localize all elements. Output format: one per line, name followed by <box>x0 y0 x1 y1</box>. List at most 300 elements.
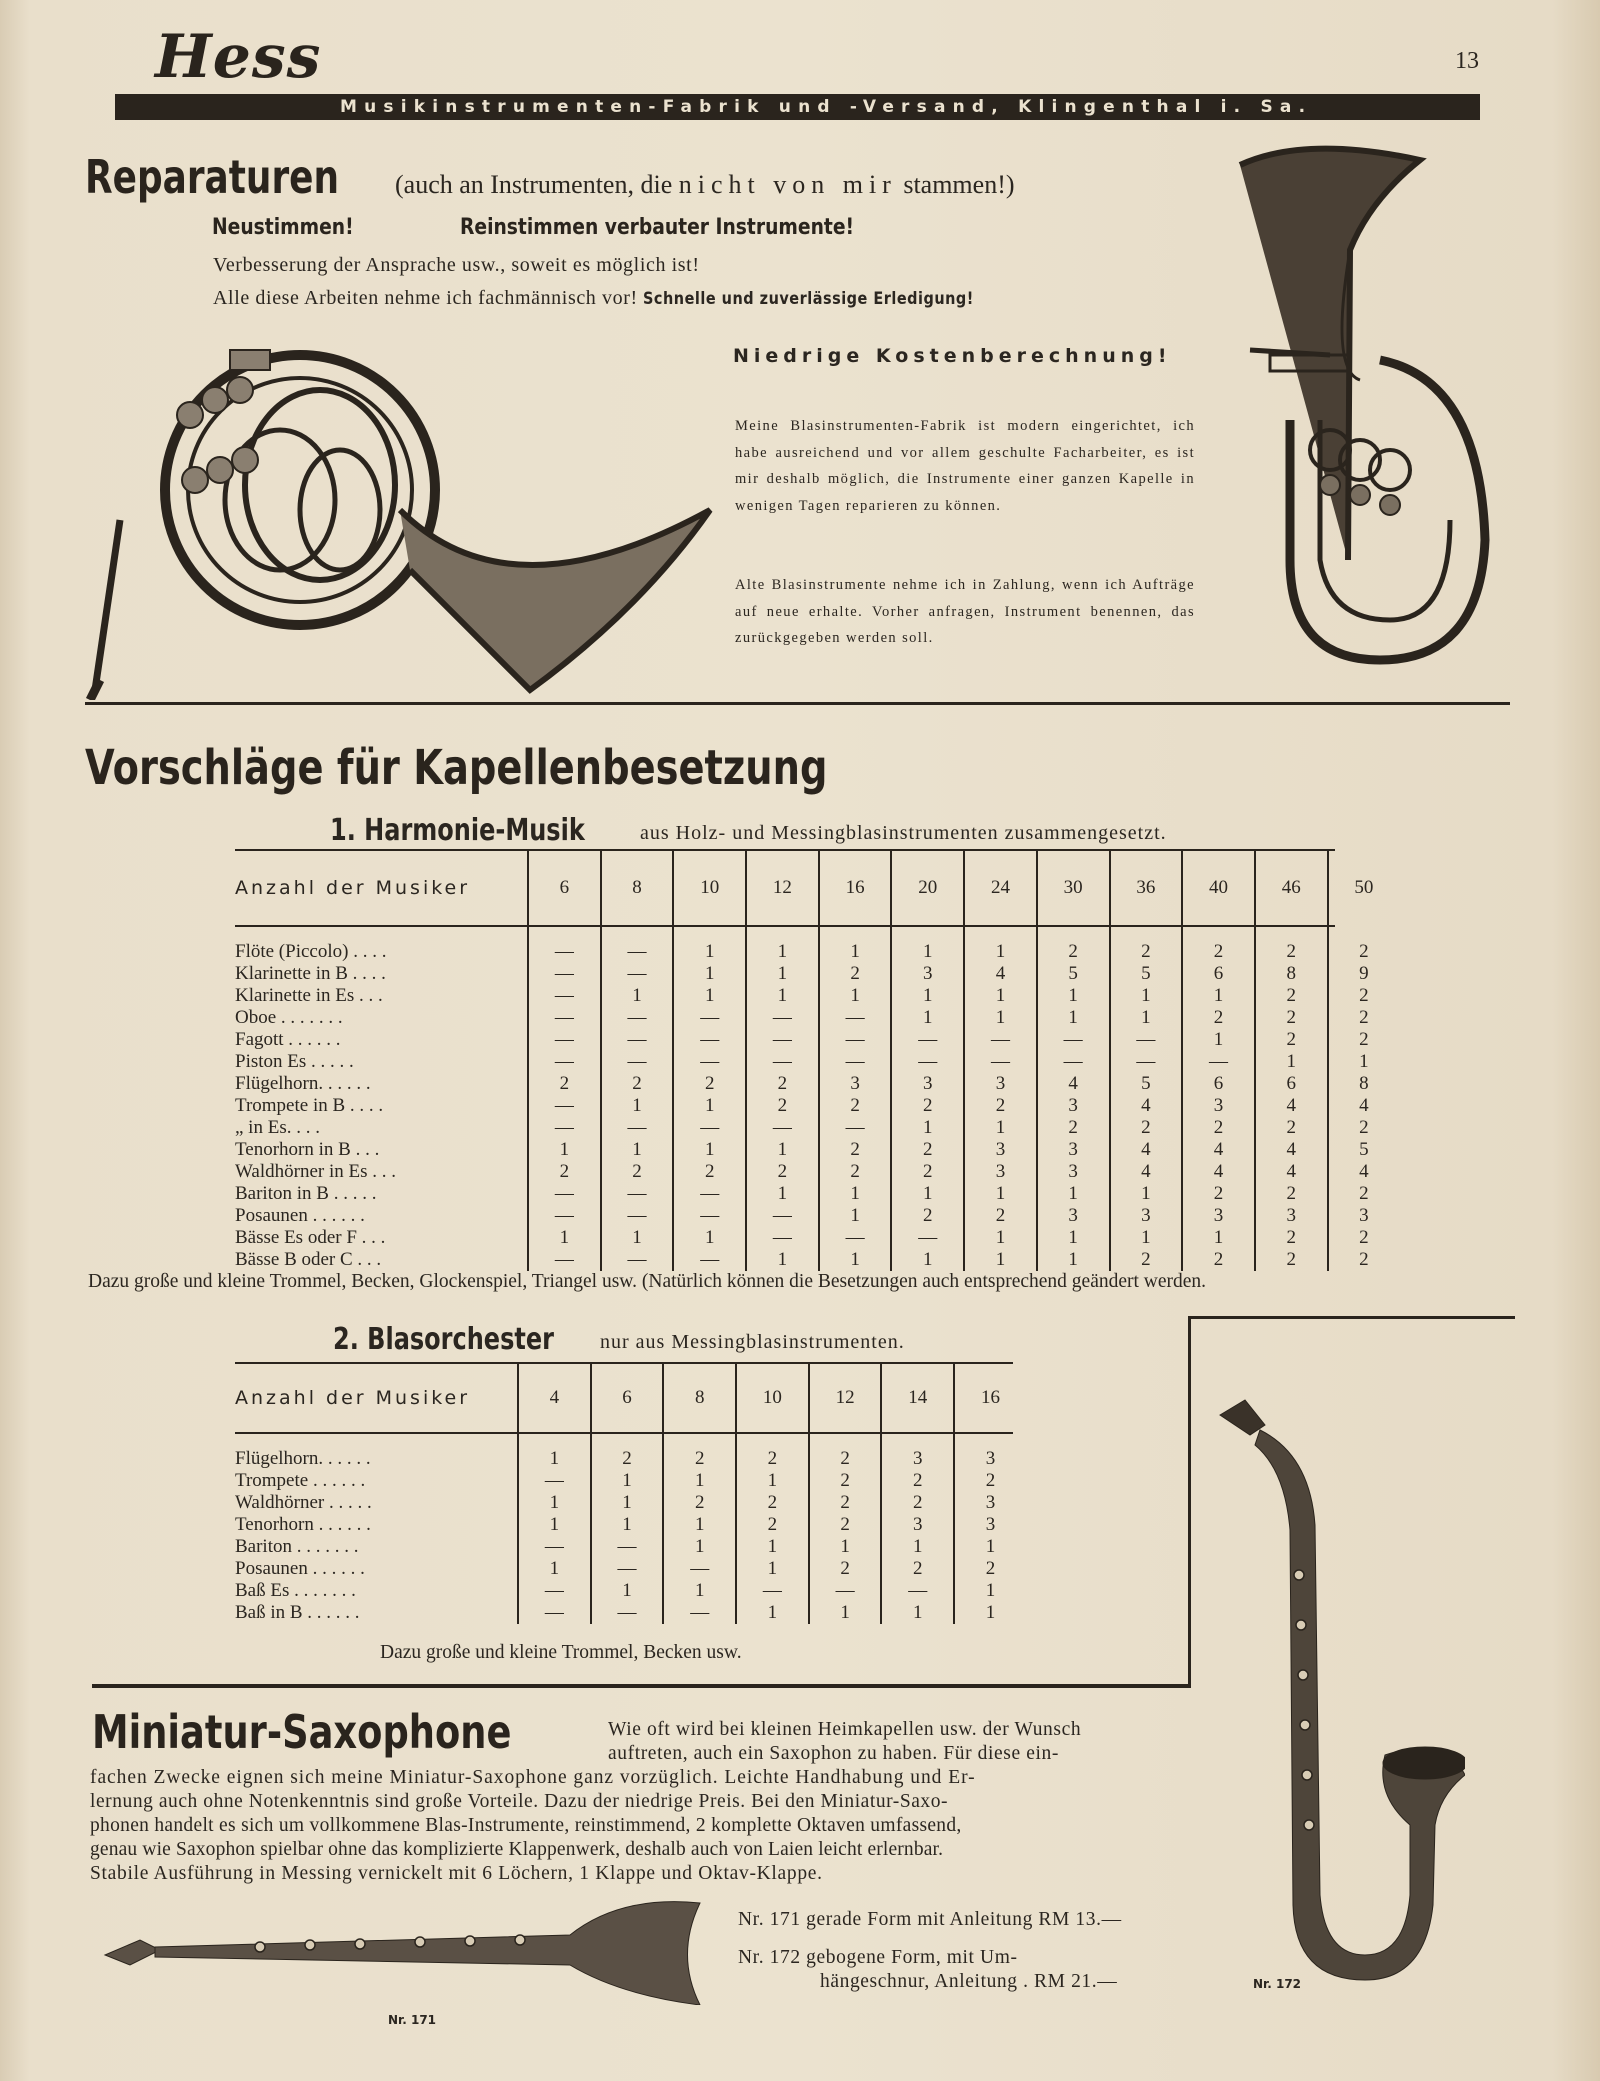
table-cell: 1 <box>518 1558 591 1580</box>
column-header: 14 <box>881 1364 954 1432</box>
table-cell: 4 <box>1182 1161 1255 1183</box>
table-cell: 1 <box>673 941 746 963</box>
table-cell: 3 <box>964 1073 1037 1095</box>
table-cell: — <box>673 1249 746 1271</box>
table-cell: 2 <box>1328 1029 1400 1051</box>
spacer-cell <box>663 1432 736 1448</box>
table-cell: 1 <box>746 985 819 1007</box>
table-cell: 2 <box>1328 1007 1400 1029</box>
table-row <box>235 1117 1399 1139</box>
table-cell: 1 <box>819 1183 892 1205</box>
row-label: Posaunen . . . . . . <box>235 1558 365 1579</box>
table-cell: 1 <box>809 1536 882 1558</box>
table-row <box>235 1558 1026 1580</box>
spacer-cell <box>964 925 1037 941</box>
column-header: 8 <box>601 851 674 925</box>
row-label: Tenorhorn . . . . . . <box>235 1514 371 1535</box>
table-cell: 2 <box>601 1073 674 1095</box>
table-cell: 3 <box>1182 1095 1255 1117</box>
kapelle-title: Vorschläge für Kapellenbesetzung <box>85 740 828 796</box>
table-cell: 1 <box>1037 1007 1110 1029</box>
table-cell: 2 <box>746 1073 819 1095</box>
table-cell: 1 <box>601 1095 674 1117</box>
table-cell: 2 <box>1328 1183 1400 1205</box>
table-row <box>235 1161 1399 1183</box>
column-header: 40 <box>1182 851 1255 925</box>
saxophone-title: Miniatur-Saxophone <box>92 1705 512 1759</box>
column-header: 10 <box>736 1364 809 1432</box>
table-cell: 2 <box>1328 1117 1400 1139</box>
table-cell: 1 <box>591 1580 664 1602</box>
table-row <box>235 1227 1399 1249</box>
table-cell: 2 <box>736 1448 809 1470</box>
table-cell: — <box>601 1007 674 1029</box>
table-cell: — <box>819 1117 892 1139</box>
table-cell: 1 <box>964 1227 1037 1249</box>
sax-box-top-rule <box>1188 1316 1515 1319</box>
table-cell: 3 <box>954 1514 1026 1536</box>
table-cell: — <box>601 1249 674 1271</box>
table-row <box>235 1249 1399 1271</box>
table-cell: 1 <box>964 1183 1037 1205</box>
spacer-cell <box>736 1432 809 1448</box>
table-row <box>235 1514 1026 1536</box>
table-cell: — <box>809 1580 882 1602</box>
table-cell: 8 <box>1328 1073 1400 1095</box>
spacer-cell <box>746 925 819 941</box>
table-cell: 1 <box>528 1139 601 1161</box>
table-cell: — <box>819 1007 892 1029</box>
table-row <box>235 1007 1399 1029</box>
table-cell: 1 <box>673 1227 746 1249</box>
table-cell: — <box>746 1117 819 1139</box>
sax-line-4: lernung auch ohne Notenkenntnis sind große Vorteile. Dazu der niedrige Preis. Bei den Miniatur-Saxo- <box>90 1791 949 1812</box>
table-cell: 4 <box>1255 1139 1328 1161</box>
table-cell: 1 <box>601 1227 674 1249</box>
table-cell: — <box>891 1029 964 1051</box>
spacer-cell <box>1255 925 1328 941</box>
table-cell: 3 <box>964 1139 1037 1161</box>
table-cell: 2 <box>881 1558 954 1580</box>
spacer-cell <box>954 1432 1026 1448</box>
column-header: 6 <box>528 851 601 925</box>
spacer-cell <box>819 925 892 941</box>
table-cell: 3 <box>954 1492 1026 1514</box>
price-171: Nr. 171 gerade Form mit Anleitung RM 13.— <box>738 1909 1122 1930</box>
table-cell: 2 <box>663 1492 736 1514</box>
table-cell: — <box>663 1602 736 1624</box>
blasorchester-subtitle: nur aus Messingblasinstrumenten. <box>600 1331 905 1353</box>
table-row <box>235 1139 1399 1161</box>
table-cell: — <box>528 1117 601 1139</box>
table-cell: — <box>673 1007 746 1029</box>
repair-paragraph-2: Alte Blasinstrumente nehme ich in Zahlung, wenn ich Aufträge auf neue erhalte. Vorher anfragen, Instrument benennen, das zurückgegeben werden soll. <box>735 577 1195 646</box>
spacer-cell <box>673 925 746 941</box>
table-cell: 1 <box>891 985 964 1007</box>
table-cell: 2 <box>1255 985 1328 1007</box>
row-label: Tenorhorn in B . . . <box>235 1139 380 1160</box>
table-cell: 3 <box>819 1073 892 1095</box>
sax-line-3: fachen Zwecke eignen sich meine Miniatur-Saxophone ganz vorzüglich. Leichte Handhabung und Er- <box>90 1767 976 1788</box>
table-cell: 3 <box>1037 1139 1110 1161</box>
table-cell: — <box>528 1095 601 1117</box>
table-cell: 2 <box>601 1161 674 1183</box>
spacer-cell <box>235 1432 518 1448</box>
table-cell: 1 <box>1255 1051 1328 1073</box>
row-label: Waldhörner . . . . . <box>235 1492 372 1513</box>
column-header: 4 <box>518 1364 591 1432</box>
table-cell: 2 <box>1182 1183 1255 1205</box>
row-label: Baß in B . . . . . . <box>235 1602 360 1623</box>
table-cell: 1 <box>591 1514 664 1536</box>
table-cell: 4 <box>1110 1161 1183 1183</box>
table-cell: 2 <box>673 1073 746 1095</box>
table-row <box>235 1448 1026 1470</box>
column-header: 6 <box>591 1364 664 1432</box>
table-cell: 1 <box>1182 985 1255 1007</box>
sax-line-1: Wie oft wird bei kleinen Heimkapellen usw. der Wunsch <box>608 1719 1082 1740</box>
table-cell: 1 <box>736 1536 809 1558</box>
hess-logo: Hess <box>155 22 322 92</box>
table-cell: 2 <box>746 1161 819 1183</box>
table-cell: 1 <box>736 1602 809 1624</box>
table-cell: 2 <box>1110 1249 1183 1271</box>
table-cell: 2 <box>1255 1183 1328 1205</box>
table-cell: — <box>601 941 674 963</box>
table-cell: 1 <box>964 985 1037 1007</box>
row-label: Oboe . . . . . . . <box>235 1007 343 1028</box>
table-cell: 1 <box>964 941 1037 963</box>
table-cell: 3 <box>1110 1205 1183 1227</box>
column-header: 20 <box>891 851 964 925</box>
table-cell: 1 <box>881 1536 954 1558</box>
table-cell: 1 <box>964 1117 1037 1139</box>
table-cell: 2 <box>809 1514 882 1536</box>
table-cell: 1 <box>891 1117 964 1139</box>
table-cell: 2 <box>891 1161 964 1183</box>
subtitle-pre: (auch an Instrumenten, die <box>395 170 679 199</box>
table-cell: — <box>601 1029 674 1051</box>
table-cell: 1 <box>601 1139 674 1161</box>
table-cell: 3 <box>954 1448 1026 1470</box>
table-cell: — <box>601 963 674 985</box>
table-cell: — <box>673 1029 746 1051</box>
column-header-label: Anzahl der Musiker <box>235 877 471 899</box>
row-label: Flügelhorn. . . . . . <box>235 1073 371 1094</box>
table-cell: — <box>746 1029 819 1051</box>
table-row <box>235 1095 1399 1117</box>
spacer-cell <box>1328 925 1400 941</box>
table-cell: — <box>528 1007 601 1029</box>
table-cell: — <box>518 1580 591 1602</box>
table-cell: 1 <box>746 1183 819 1205</box>
table-cell: — <box>746 1007 819 1029</box>
table-header-row <box>235 1364 1026 1432</box>
column-header: 10 <box>673 851 746 925</box>
table-cell: 2 <box>736 1514 809 1536</box>
table-cell: 1 <box>891 1183 964 1205</box>
row-label: Piston Es . . . . . <box>235 1051 354 1072</box>
subtitle-spaced: nicht von mir <box>678 170 897 199</box>
table-cell: — <box>528 985 601 1007</box>
table-cell: 5 <box>1037 963 1110 985</box>
harmonie-table <box>235 851 1399 1271</box>
table-spacer-row <box>235 1432 1026 1448</box>
table-cell: 4 <box>1255 1095 1328 1117</box>
table-cell: 2 <box>954 1470 1026 1492</box>
table-cell: — <box>673 1205 746 1227</box>
table-cell: 2 <box>1255 1029 1328 1051</box>
repair-line-2 <box>213 287 1033 310</box>
table-cell: 2 <box>736 1492 809 1514</box>
table-cell: 8 <box>1255 963 1328 985</box>
table-cell: 1 <box>1110 985 1183 1007</box>
row-label: Bariton . . . . . . . <box>235 1536 359 1557</box>
table-cell: — <box>819 1051 892 1073</box>
table-cell: — <box>518 1602 591 1624</box>
row-label: Bässe B oder C . . . <box>235 1249 382 1270</box>
table-row <box>235 941 1399 963</box>
table-cell: 1 <box>1037 1227 1110 1249</box>
table-cell: 1 <box>591 1492 664 1514</box>
table-cell: 4 <box>964 963 1037 985</box>
table-cell: 1 <box>663 1580 736 1602</box>
table-cell: — <box>746 1205 819 1227</box>
sax-line-5: phonen handelt es sich um vollkommene Blas-Instrumente, reinstimmend, 2 komplette Oktaven umfassend, <box>90 1815 962 1836</box>
table-cell: 2 <box>528 1073 601 1095</box>
table-row <box>235 1470 1026 1492</box>
row-label: Fagott . . . . . . <box>235 1029 341 1050</box>
table-cell: 2 <box>809 1470 882 1492</box>
table-row <box>235 1536 1026 1558</box>
table-cell: 2 <box>809 1448 882 1470</box>
table-cell: 2 <box>1328 985 1400 1007</box>
table-cell: 2 <box>528 1161 601 1183</box>
row-label: Klarinette in Es . . . <box>235 985 383 1006</box>
table-cell: 2 <box>1255 1227 1328 1249</box>
table-row <box>235 1073 1399 1095</box>
table-cell: 1 <box>746 941 819 963</box>
row-label: Bässe Es oder F . . . <box>235 1227 386 1248</box>
subtitle-post: stammen!) <box>896 170 1015 199</box>
table-cell: 1 <box>1110 1227 1183 1249</box>
table-cell: 2 <box>964 1095 1037 1117</box>
spacer-cell <box>1110 925 1183 941</box>
table-cell: 1 <box>964 1007 1037 1029</box>
table-cell: 1 <box>746 963 819 985</box>
french-horn-illustration <box>80 320 720 700</box>
spacer-cell <box>891 925 964 941</box>
table-cell: 2 <box>1182 1007 1255 1029</box>
row-label: Baß Es . . . . . . . <box>235 1580 356 1601</box>
row-label: Trompete in B . . . . <box>235 1095 384 1116</box>
table-cell: — <box>601 1205 674 1227</box>
table-cell: 2 <box>891 1095 964 1117</box>
niedrige-kosten: Niedrige Kostenberechnung! <box>733 345 1172 367</box>
table-cell: 6 <box>1182 1073 1255 1095</box>
table-spacer-row <box>235 925 1399 941</box>
table-cell: 1 <box>518 1492 591 1514</box>
table-cell: 2 <box>591 1448 664 1470</box>
column-header: 30 <box>1037 851 1110 925</box>
table-row <box>235 1602 1026 1624</box>
table-cell: — <box>528 1051 601 1073</box>
table-cell: — <box>819 1029 892 1051</box>
table-cell: — <box>819 1227 892 1249</box>
table-cell: 2 <box>809 1492 882 1514</box>
table-cell: — <box>964 1051 1037 1073</box>
table-cell: — <box>891 1051 964 1073</box>
table-cell: 1 <box>1328 1051 1400 1073</box>
table-row <box>235 1205 1399 1227</box>
table-cell: 2 <box>673 1161 746 1183</box>
table-cell: 2 <box>1328 1227 1400 1249</box>
column-header: 50 <box>1328 851 1400 925</box>
curved-saxophone-illustration <box>1215 1395 1465 1985</box>
table-cell: 2 <box>809 1558 882 1580</box>
table-row <box>235 1183 1399 1205</box>
table-cell: — <box>518 1470 591 1492</box>
table-cell: — <box>601 1051 674 1073</box>
spacer-cell <box>1182 925 1255 941</box>
table-cell: 2 <box>954 1558 1026 1580</box>
column-header: 24 <box>964 851 1037 925</box>
table-row <box>235 1051 1399 1073</box>
tenor-horn-illustration <box>1230 140 1500 700</box>
table-cell: — <box>591 1536 664 1558</box>
table-cell: 1 <box>736 1470 809 1492</box>
row-label: „ in Es. . . . <box>235 1117 320 1138</box>
table-cell: 2 <box>819 1161 892 1183</box>
blasorchester-table <box>235 1364 1026 1624</box>
table-cell: 1 <box>1037 1249 1110 1271</box>
table-cell: — <box>591 1558 664 1580</box>
row-label: Trompete . . . . . . <box>235 1470 366 1491</box>
table-row <box>235 963 1399 985</box>
table-cell: 2 <box>1255 941 1328 963</box>
reparaturen-title: Reparaturen <box>85 150 340 204</box>
repair-line-2-text: Alle diese Arbeiten nehme ich fachmännisch vor! <box>213 287 638 309</box>
column-header: 36 <box>1110 851 1183 925</box>
table-cell: — <box>528 1029 601 1051</box>
table-cell: 2 <box>819 1095 892 1117</box>
table-cell: 1 <box>518 1448 591 1470</box>
table-cell: 3 <box>1037 1205 1110 1227</box>
table-cell: 1 <box>746 1249 819 1271</box>
table-cell: 2 <box>663 1448 736 1470</box>
blasorchester-note: Dazu große und kleine Trommel, Becken usw. <box>380 1642 742 1663</box>
table-cell: 5 <box>1110 963 1183 985</box>
table-cell: 1 <box>1182 1029 1255 1051</box>
table-cell: 3 <box>881 1448 954 1470</box>
spacer-cell <box>528 925 601 941</box>
table-cell: 2 <box>1182 1249 1255 1271</box>
table-cell: — <box>1037 1029 1110 1051</box>
table-cell: 3 <box>881 1514 954 1536</box>
table-cell: 1 <box>819 941 892 963</box>
table-cell: 4 <box>1328 1095 1400 1117</box>
table-cell: — <box>881 1580 954 1602</box>
table-cell: — <box>601 1117 674 1139</box>
table-cell: 1 <box>891 1007 964 1029</box>
table-cell: — <box>601 1183 674 1205</box>
table-cell: 1 <box>673 1095 746 1117</box>
table-cell: 2 <box>1255 1249 1328 1271</box>
column-header: 12 <box>809 1364 882 1432</box>
table-cell: 2 <box>819 1139 892 1161</box>
table-cell: 5 <box>1110 1073 1183 1095</box>
table-cell: — <box>1182 1051 1255 1073</box>
repair-paragraph-1: Meine Blasinstrumenten-Fabrik ist modern eingerichtet, ich habe ausreichend und vor allem geschulte Facharbeiter, es ist mir deshalb möglich, die Instrumente einer ganzen Kapelle in wenigen Tagen reparieren zu können. <box>735 418 1195 514</box>
table-cell: 2 <box>881 1470 954 1492</box>
table-cell: 2 <box>1037 1117 1110 1139</box>
sax-box-left-rule <box>1188 1316 1191 1684</box>
table-cell: 4 <box>1110 1095 1183 1117</box>
reparaturen-subtitle <box>395 170 1015 200</box>
table-cell: — <box>518 1536 591 1558</box>
table-cell: 1 <box>673 963 746 985</box>
table-cell: 3 <box>891 963 964 985</box>
spacer-cell <box>881 1432 954 1448</box>
table-cell: 2 <box>964 1205 1037 1227</box>
table-cell: — <box>528 963 601 985</box>
table-cell: 1 <box>819 1205 892 1227</box>
header-banner: Musikinstrumenten-Fabrik und -Versand, Klingenthal i. Sa. <box>115 94 1480 120</box>
table-row <box>235 1029 1399 1051</box>
row-label: Flügelhorn. . . . . . <box>235 1448 371 1469</box>
table-cell: — <box>528 1183 601 1205</box>
column-header: 12 <box>746 851 819 925</box>
table-cell: 3 <box>1182 1205 1255 1227</box>
table-cell: — <box>746 1227 819 1249</box>
table-cell: 1 <box>891 941 964 963</box>
table-cell: 4 <box>1110 1139 1183 1161</box>
table-cell: — <box>1110 1051 1183 1073</box>
table-cell: 2 <box>1037 941 1110 963</box>
table-cell: 2 <box>891 1139 964 1161</box>
table-cell: 2 <box>881 1492 954 1514</box>
table-cell: 3 <box>1037 1161 1110 1183</box>
table-cell: — <box>891 1227 964 1249</box>
harmonie-subtitle: aus Holz- und Messingblasinstrumenten zusammengesetzt. <box>640 822 1167 844</box>
table-cell: — <box>673 1183 746 1205</box>
table-cell: 1 <box>601 985 674 1007</box>
column-header: 16 <box>819 851 892 925</box>
divider-sax <box>92 1684 1191 1688</box>
table-cell: 4 <box>1182 1139 1255 1161</box>
table-cell: 1 <box>881 1602 954 1624</box>
table-cell: 2 <box>1182 1117 1255 1139</box>
column-header: 16 <box>954 1364 1026 1432</box>
spacer-cell <box>1037 925 1110 941</box>
table-cell: — <box>673 1117 746 1139</box>
harmonie-title: 1. Harmonie-Musik <box>330 813 585 848</box>
sax-line-6: genau wie Saxophon spielbar ohne das komplizierte Klappenwerk, deshalb auch von Laien leicht erlernbar. <box>90 1839 944 1860</box>
table-cell: 2 <box>1328 941 1400 963</box>
table-cell: 1 <box>663 1536 736 1558</box>
table-cell: 6 <box>1182 963 1255 985</box>
table-cell: 9 <box>1328 963 1400 985</box>
table-cell: 1 <box>591 1470 664 1492</box>
repair-line-1: Verbesserung der Ansprache usw., soweit es möglich ist! <box>213 254 700 276</box>
label-nr-172: Nr. 172 <box>1253 1977 1302 1991</box>
table-cell: 1 <box>1037 985 1110 1007</box>
row-label: Waldhörner in Es . . . <box>235 1161 396 1182</box>
table-cell: — <box>1037 1051 1110 1073</box>
table-cell: 1 <box>673 985 746 1007</box>
table-cell: 1 <box>891 1249 964 1271</box>
row-label: Flöte (Piccolo) . . . . <box>235 941 387 962</box>
